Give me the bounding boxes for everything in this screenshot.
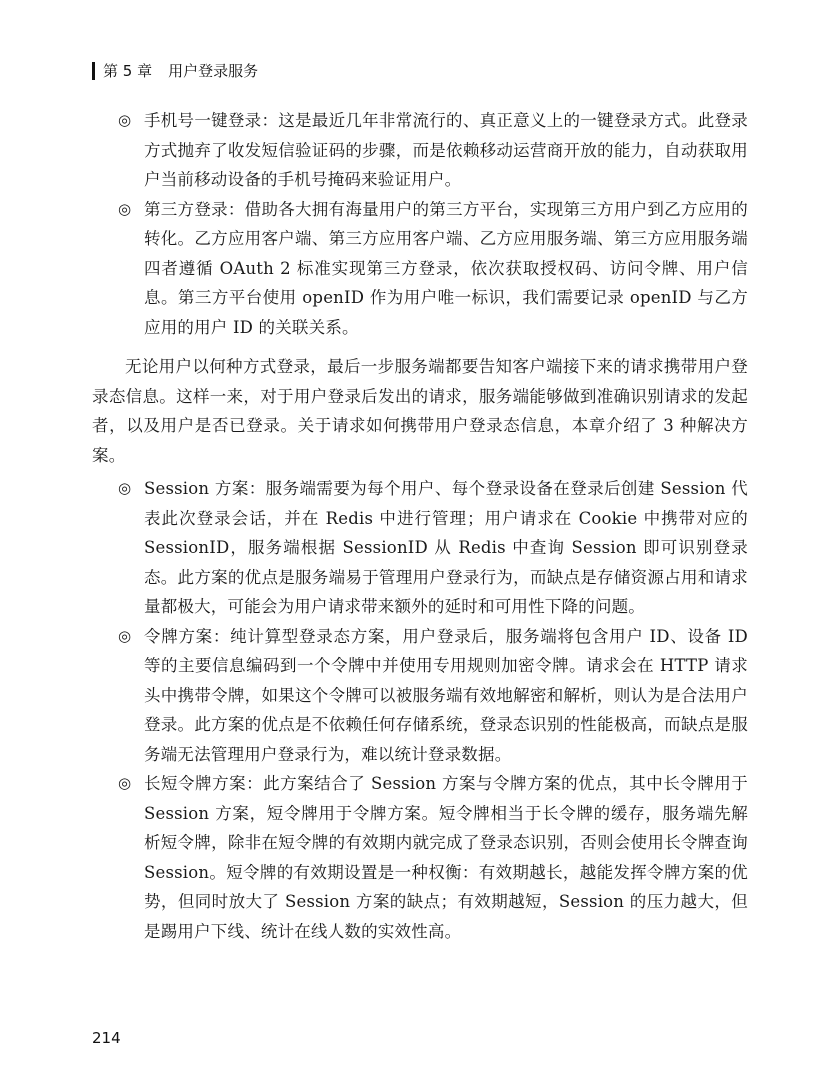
chapter-title: 用户登录服务 — [168, 62, 259, 80]
page-body — [92, 106, 748, 946]
bullet-icon: ◎ — [118, 479, 132, 497]
list-item-long-short-token-scheme — [92, 769, 748, 946]
list-item-text: Session 方案：服务端需要为每个用户、每个登录设备在登录后创建 Session 代表此次登录会话，并在 Redis 中进行管理；用户请求在 Cookie 中携带对应的 SessionID，服务端根据 SessionID 从 Redis 中查询 Session 即可识别登录态。此方案的优点是服务端易于管理用户登录行为，而缺点是存储资源占用和请求量都极大，可能会为用户请求带来额外的延时和可用性下降的问题。 — [144, 479, 748, 616]
list-item-text: 第三方登录：借助各大拥有海量用户的第三方平台，实现第三方用户到乙方应用的转化。乙方应用客户端、第三方应用客户端、乙方应用服务端、第三方应用服务端四者遵循 OAuth 2 标准实现第三方登录，依次获取授权码、访问令牌、用户信息。第三方平台使用 openID 作为用户唯一标识，我们需要记录 openID 与乙方应用的用户 ID 的关联关系。 — [144, 199, 748, 337]
bullet-icon: ◎ — [118, 774, 132, 792]
list-item-text: 令牌方案：纯计算型登录态方案，用户登录后，服务端将包含用户 ID、设备 ID 等的主要信息编码到一个令牌中并使用专用规则加密令牌。请求会在 HTTP 请求头中携带令牌，如果这个令牌可以被服务端有效地解密和解析，则认为是合法用户登录。此方案的优点是不依赖任何存储系统，登录态识别的性能极高，而缺点是服务端无法管理用户登录行为，难以统计登录数据。 — [144, 626, 748, 764]
list-item-one-click-login — [92, 106, 748, 195]
chapter-number: 第 5 章 — [103, 62, 153, 80]
bullet-icon: ◎ — [118, 111, 132, 129]
bullet-icon: ◎ — [118, 199, 132, 218]
list-item-text: 长短令牌方案：此方案结合了 Session 方案与令牌方案的优点，其中长令牌用于 Session 方案，短令牌用于令牌方案。短令牌相当于长令牌的缓存，服务端先解析短令牌，除非在短令牌的有效期内就完成了登录态识别，否则会使用长令牌查询 Session。短令牌的有效期设置是一种权衡：有效期越长，越能发挥令牌方案的优势，但同时放大了 Session 方案的缺点；有效期越短，Session 的压力越大，但是踢用户下线、统计在线人数的实效性高。 — [144, 774, 748, 941]
list-item-third-party-login — [92, 195, 748, 343]
list-item-token-scheme — [92, 622, 748, 770]
page-number: 214 — [92, 1029, 121, 1047]
list-item-session-scheme — [92, 474, 748, 622]
running-header — [92, 60, 258, 81]
bullet-icon: ◎ — [118, 626, 132, 645]
body-paragraph: 无论用户以何种方式登录，最后一步服务端都要告知客户端接下来的请求携带用户登录态信息。这样一来，对于用户登录后发出的请求，服务端能够做到准确识别请求的发起者，以及用户是否已登录。关于请求如何携带用户登录态信息，本章介绍了 3 种解决方案。 — [92, 357, 748, 465]
list-item-text: 手机号一键登录：这是最近几年非常流行的、真正意义上的一键登录方式。此登录方式抛弃了收发短信验证码的步骤，而是依赖移动运营商开放的能力，自动获取用户当前移动设备的手机号掩码来验证用户。 — [144, 111, 748, 189]
header-rule — [92, 62, 95, 80]
